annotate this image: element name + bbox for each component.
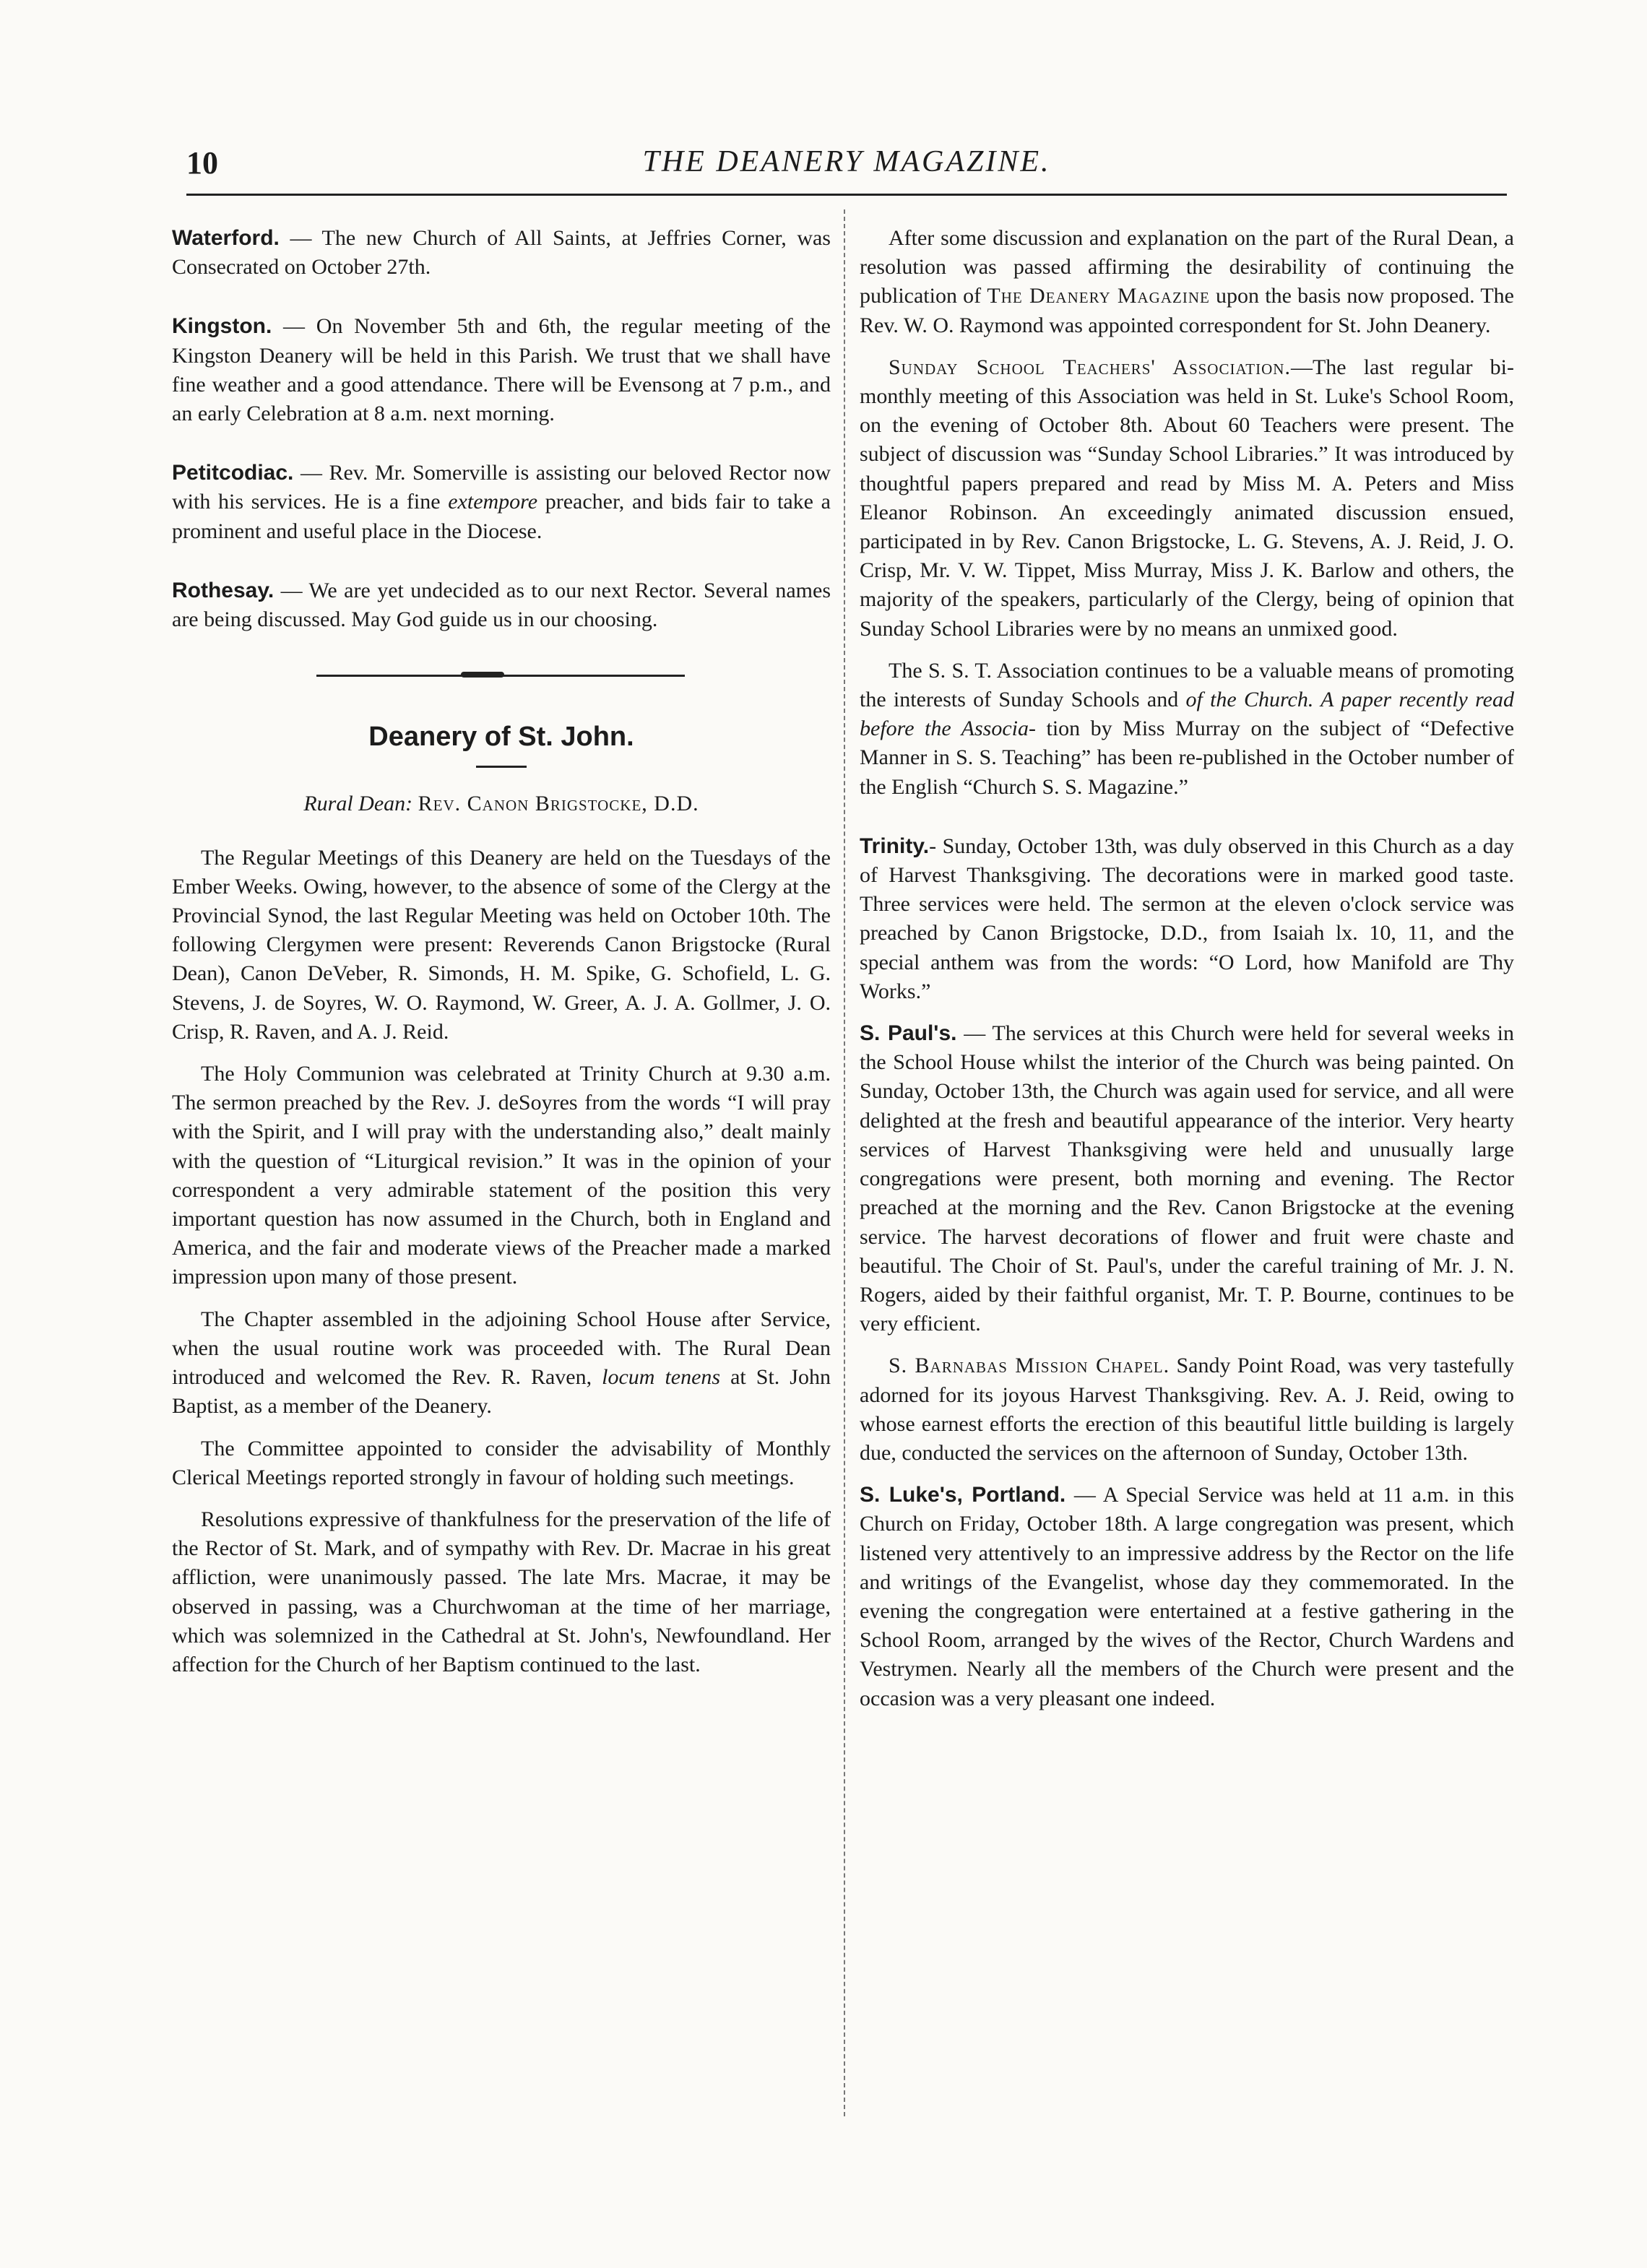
publication-magazine-name: The Deanery Magazine <box>987 284 1210 308</box>
st-pauls-paragraph <box>860 1019 1514 1338</box>
st-lukes-text: — A Special Service was held at 11 a.m. in this Church on Friday, October 18th. A large congregation was present, which listened very attentively to an impressive address by the Rector on the life and writings of the Evangelist, whose day they commemorated. In the evening the congregation were entertained at a festive gathering in the School Room, arranged by the wives of the Rector, Church Wardens and Vestrymen. Nearly all the members of the Church were present and the occasion was a very pleasant one indeed. <box>860 1483 1514 1710</box>
magazine-title: THE DEANERY MAGAZINE. <box>642 145 1051 178</box>
petitcodiac-italic: extempore <box>448 490 538 514</box>
trinity-paragraph <box>860 832 1514 1006</box>
meetings-paragraph: The Regular Meetings of this Deanery are held on the Tuesdays of the Ember Weeks. Owing, however, to the absence of some of the Clergy at the Provincial Synod, the last Regular Meeting was held on October 10th. The following Clergymen were present: Reverends Canon Brigstocke (Rural Dean), Canon DeVeber, R. Simonds, H. M. Spike, G. Schofield, L. G. Stevens, J. de Soyres, W. O. Raymond, W. Greer, A. J. A. Gollmer, J. O. Crisp, R. Raven, and A. J. Reid. <box>172 845 831 1044</box>
sstta-2-text-a: The S. S. T. Association continues to be a valuable means of promoting the interests of Sunday Schools and <box>860 658 1514 712</box>
right-column <box>860 224 1514 1726</box>
petitcodiac-heading: Petitcodiac. <box>172 461 294 485</box>
petitcodiac-text-b: preacher, and bids fair to take a prominent and useful place in the Diocese. <box>172 490 831 543</box>
left-column <box>172 224 831 1692</box>
committee-paragraph: The Committee appointed to consider the advisability of Monthly Clerical Meetings reported strongly in favour of holding such meetings. <box>172 1436 831 1489</box>
rothesay-text: — We are yet undecided as to our next Rector. Several names are being discussed. May God guide us in our choosing. <box>172 578 831 632</box>
page-number: 10 <box>186 145 218 181</box>
header-rule <box>186 194 1507 196</box>
sstta-2-text-b: tion by Miss Murray on the subject of “Defective Manner in S. S. Teaching” has been re-published in the October number of the English “Church S. S. Magazine.” <box>860 717 1515 799</box>
publication-paragraph <box>860 224 1514 340</box>
sstta-paragraph <box>860 353 1514 644</box>
st-barnabas-paragraph <box>860 1351 1514 1468</box>
st-barnabas-text: Sandy Point Road, was very tastefully adorned for its joyous Harvest Thanksgiving. Rev. A. J. Reid, owing to whose earnest efforts the erection of this beautiful little building is largely due, conducted the services on the afternoon of Sunday, October 13th. <box>860 1354 1514 1465</box>
publication-text-b: upon the basis now proposed. The Rev. W. O. Raymond was appointed correspondent for St. John Deanery. <box>860 284 1515 337</box>
kingston-text: — On November 5th and 6th, the regular meeting of the Kingston Deanery will be held in this Parish. We trust that we shall have fine weather and a good attendance. There will be Evensong at 7 p.m., and an early Celebration at 8 a.m. next morning. <box>172 314 831 426</box>
waterford-text: — The new Church of All Saints, at Jeffries Corner, was Consecrated on October 27th. <box>172 226 831 280</box>
chapter-paragraph <box>172 1305 831 1421</box>
ornamental-separator <box>172 665 831 686</box>
st-lukes-heading: S. Luke's, Portland. <box>860 1483 1066 1507</box>
section-title: Deanery of St. John. <box>368 722 634 753</box>
st-barnabas-heading: S. Barnabas Mission Chapel. <box>889 1354 1170 1378</box>
sstta-text: —The last regular bi-monthly meeting of this Association was held in St. Luke's School Room, on the evening of October 8th. About 60 Teachers were present. The subject of discussion was “Sunday School Libraries.” It was introduced by thoughtful papers prepared and read by Miss M. A. Peters and Miss Eleanor Robinson. An exceedingly animated discussion ensued, participated in by Rev. Canon Brigstocke, L. G. Stevens, A. J. Reid, J. O. Crisp, Mr. V. W. Tippet, Miss Murray, Miss J. K. Barlow and others, the majority of the speakers, particularly of the Clergy, being of opinion that Sunday School Libraries were by no means an unmixed good. <box>860 355 1514 641</box>
trinity-heading: Trinity. <box>860 834 930 858</box>
petitcodiac-text-a: — Rev. Mr. Somerville is assisting our beloved Rector now with his services. He is a fine <box>172 461 831 514</box>
sstta-heading: Sunday School Teachers' Association. <box>889 355 1291 379</box>
rothesay-heading: Rothesay. <box>172 578 274 602</box>
st-pauls-text: — The services at this Church were held for several weeks in the School House whilst the interior of the Church was being painted. On Sunday, October 13th, the Church was again used for service, and all were delighted at the fresh and beautiful appearance of the interior. Very hearty services of Harvest Thanksgiving were held and unusually large congregations were present, both morning and evening. The Rector preached at the morning and the Rev. Canon Brigstocke at the evening service. The harvest decorations of flower and fruit were chaste and beautiful. The Choir of St. Paul's, under the careful training of Mr. J. N. Rogers, aided by their faithful organist, Mr. T. P. Bourne, continues to be very efficient. <box>860 1021 1514 1336</box>
resolutions-paragraph: Resolutions expressive of thankfulness for the preservation of the life of the Rector of St. Mark, and of sympathy with Rev. Dr. Macrae in his great affliction, were unanimously passed. The late Mrs. Macrae, it may be observed in passing, was a Churchwoman at the time of her marriage, which was solemnized in the Cathedral at St. John's, Newfoundland. Her affection for the Church of her Baptism continued to the last. <box>172 1507 831 1676</box>
petitcodiac-paragraph <box>172 459 831 546</box>
rural-dean-label: Rural Dean: <box>303 792 413 816</box>
chapter-text-b: at St. John Baptist, as a member of the Deanery. <box>172 1365 831 1419</box>
kingston-paragraph <box>172 312 831 428</box>
waterford-heading: Waterford. <box>172 226 280 250</box>
communion-paragraph: The Holy Communion was celebrated at Trinity Church at 9.30 a.m. The sermon preached by the Rev. J. deSoyres from the words “I will pray with the Spirit, and I will pray with the understanding also,” dealt mainly with the question of “Liturgical revision.” It was in the opinion of your correspondent a very admirable statement of the position this very important question has now assumed in the Church, both in England and America, and the fair and moderate views of the Preacher made a marked impression upon many of those present. <box>172 1062 831 1289</box>
column-divider <box>844 209 845 2116</box>
rothesay-paragraph <box>172 576 831 634</box>
st-pauls-heading: S. Paul's. <box>860 1021 957 1046</box>
rural-dean-name: Rev. Canon Brigstocke, D.D. <box>418 792 699 816</box>
chapter-text-a: The Chapter assembled in the adjoining School House after Service, when the usual routine work was proceeded with. The Rural Dean introduced and welcomed the Rev. R. Raven, <box>172 1307 831 1390</box>
kingston-heading: Kingston. <box>172 314 272 339</box>
sstta-2-italic: of the Church. A paper recently read before the Associa- <box>860 688 1514 741</box>
trinity-text: - Sunday, October 13th, was duly observed in this Church as a day of Harvest Thanksgiving. The decorations were in marked good taste. Three services were held. The sermon at the eleven o'clock service was preached by Canon Brigstocke, D.D., from Isaiah lx. 10, 11, and the special anthem was from the words: “O Lord, how Manifold are Thy Works.” <box>860 834 1514 1003</box>
title-rule <box>476 766 527 768</box>
chapter-italic: locum tenens <box>602 1365 721 1390</box>
waterford-paragraph <box>172 224 831 282</box>
page-header <box>186 144 1507 188</box>
st-lukes-paragraph <box>860 1481 1514 1713</box>
publication-text-a: After some discussion and explanation on the part of the Rural Dean, a resolution was passed affirming the desirability of continuing the publication of <box>860 226 1514 308</box>
rural-dean-line <box>172 789 831 818</box>
sstta-continued-paragraph <box>860 657 1514 802</box>
